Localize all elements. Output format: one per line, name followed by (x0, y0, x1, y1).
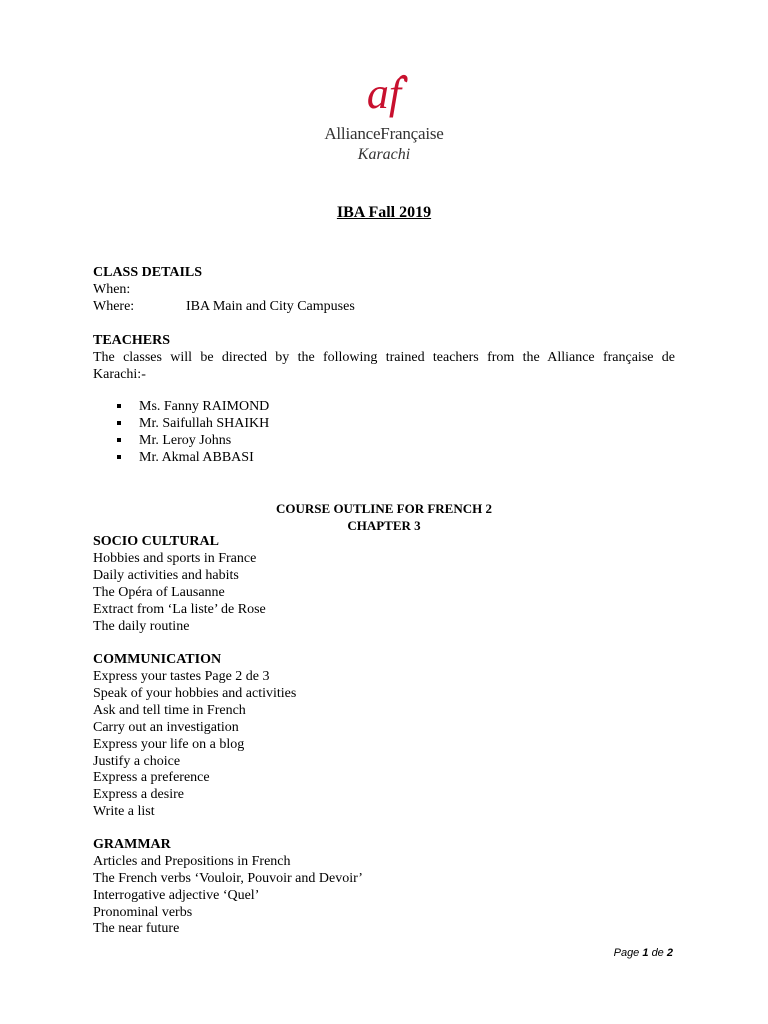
list-item: Extract from ‘La liste’ de Rose (93, 602, 266, 617)
socio-cultural-heading: SOCIO CULTURAL (93, 534, 219, 549)
bullet-icon (117, 404, 121, 408)
logo-name: AllianceFrançaise (324, 124, 444, 143)
bullet-icon (117, 421, 121, 425)
chapter-heading: CHAPTER 3 (347, 518, 421, 533)
teacher-name: Mr. Leroy Johns (139, 433, 232, 448)
list-item: Daily activities and habits (93, 568, 239, 583)
communication-heading: COMMUNICATION (93, 652, 222, 667)
where-value: IBA Main and City Campuses (186, 299, 355, 314)
teachers-list (116, 398, 269, 466)
svg-text:af: af (366, 72, 402, 118)
when-label: When: (93, 282, 131, 297)
total-pages: 2 (666, 947, 673, 959)
teacher-name: Mr. Akmal ABBASI (139, 450, 254, 465)
teachers-intro-line1: The classes will be directed by the following trained teachers from the Alliance française de (93, 350, 675, 365)
list-item: Express your tastes Page 2 de 3 (93, 669, 270, 684)
list-item (116, 449, 269, 466)
current-page: 1 (642, 947, 649, 959)
course-outline-heading: COURSE OUTLINE FOR FRENCH 2 (276, 501, 492, 516)
af-logo-mark (300, 72, 468, 120)
list-item: The near future (93, 921, 180, 936)
list-item: Interrogative adjective ‘Quel’ (93, 888, 260, 903)
list-item: The daily routine (93, 619, 190, 634)
list-item: Articles and Prepositions in French (93, 854, 291, 869)
teachers-heading: TEACHERS (93, 333, 171, 348)
list-item (116, 415, 269, 432)
page-word: Page (613, 947, 640, 959)
page-title: IBA Fall 2019 (336, 204, 432, 221)
list-item: The Opéra of Lausanne (93, 585, 225, 600)
list-item: Ask and tell time in French (93, 703, 246, 718)
page-number (614, 947, 673, 959)
alliance-francaise-logo (300, 70, 468, 170)
list-item (116, 398, 269, 415)
bullet-icon (117, 455, 121, 459)
teacher-name: Ms. Fanny RAIMOND (139, 399, 270, 414)
where-label: Where: (93, 299, 135, 314)
list-item: Express your life on a blog (93, 737, 245, 752)
list-item: Write a list (93, 804, 155, 819)
list-item: Express a preference (93, 770, 210, 785)
bullet-icon (117, 438, 121, 442)
class-details-heading: CLASS DETAILS (93, 265, 203, 280)
list-item: Express a desire (93, 787, 184, 802)
list-item: Hobbies and sports in France (93, 551, 257, 566)
list-item: Carry out an investigation (93, 720, 239, 735)
grammar-heading: GRAMMAR (93, 837, 171, 852)
of-word: de (651, 947, 664, 959)
list-item: Justify a choice (93, 754, 181, 769)
list-item: Pronominal verbs (93, 905, 193, 920)
teacher-name: Mr. Saifullah SHAIKH (139, 416, 270, 431)
teachers-intro-line2: Karachi:- (93, 367, 146, 382)
list-item: Speak of your hobbies and activities (93, 686, 297, 701)
list-item: The French verbs ‘Vouloir, Pouvoir and Devoir’ (93, 871, 363, 886)
logo-city: Karachi (357, 146, 411, 163)
list-item (116, 432, 269, 449)
